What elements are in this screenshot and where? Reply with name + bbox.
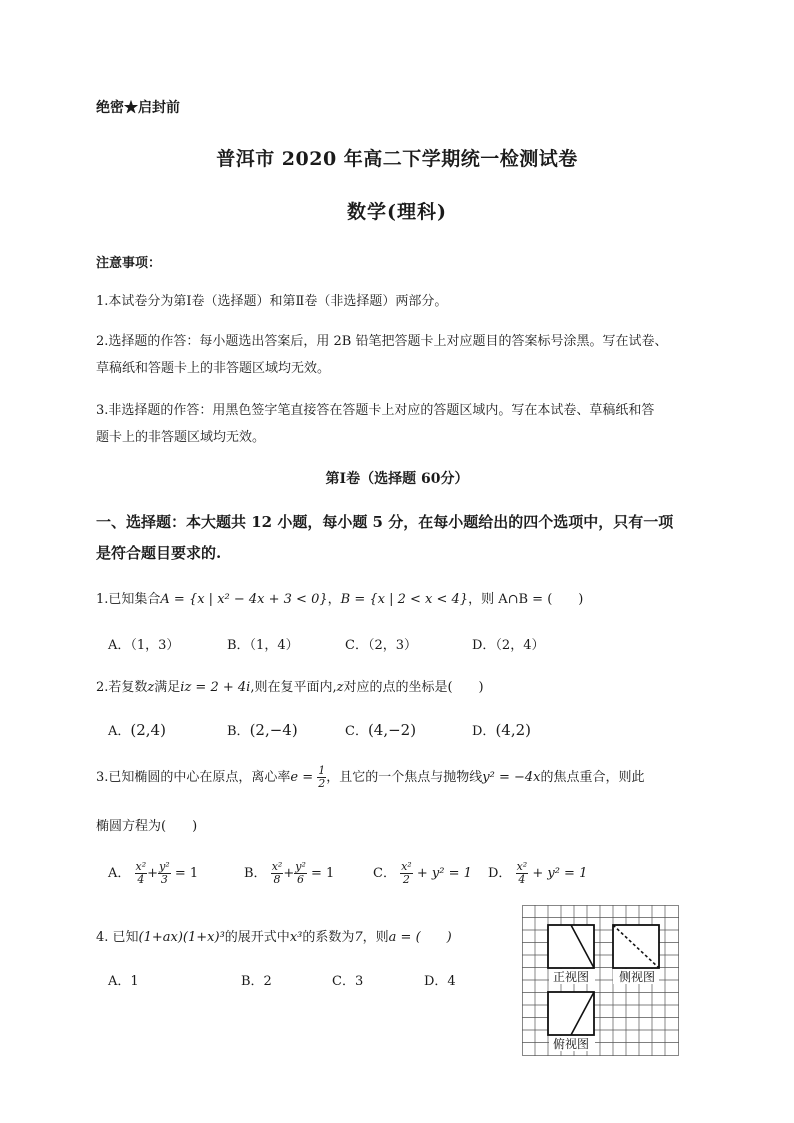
q3-a-frac2-den: 3 (160, 873, 168, 886)
q4-mid2: 的系数为 (302, 930, 355, 945)
q3-b-frac1-den: 8 (273, 873, 281, 886)
q4-suffix: ，则 (362, 930, 389, 945)
top-view-square (548, 992, 594, 1035)
q3-a-plus: + (147, 866, 159, 881)
q2-option-a-letter: A． (108, 724, 131, 739)
question-1 (96, 588, 583, 607)
q4-option-d: D．4 (424, 974, 456, 989)
q3-option-c-letter: C． (373, 866, 396, 881)
side-view-square (613, 925, 659, 968)
q3-ecc-lhs: e = (290, 770, 314, 785)
q2-mid1: 满足 (154, 680, 181, 695)
q3-d-rest: + y² = 1 (532, 866, 588, 881)
q4-prefix: 4. 已知 (96, 930, 139, 945)
q2-option-c-letter: C． (345, 724, 368, 739)
q2-suffix: 对应的点的坐标是( ) (343, 680, 484, 695)
q2-option-b-letter: B． (227, 724, 250, 739)
q3-b-plus: + (283, 866, 295, 881)
section-instruction-line2: 是符合题目要求的. (96, 544, 222, 562)
q3-d-frac1-den: 4 (518, 873, 526, 886)
note-item-2-line1: 2.选择题的作答：每小题选出答案后，用 2B 铅笔把答题卡上对应题目的答案标号涂黑。写在试卷、 (96, 334, 668, 349)
q2-option-d-letter: D． (472, 724, 496, 739)
q3-option-c (373, 861, 472, 886)
q3-ecc-num: 1 (318, 764, 326, 777)
q3-c-frac1 (400, 861, 413, 886)
note-item-3-line1: 3.非选择题的作答：用黑色签字笔直接答在答题卡上对应的答题区域内。写在本试卷、草稿纸和答 (96, 403, 655, 418)
q3-d-frac1 (516, 861, 529, 886)
q4-seven: 7 (354, 930, 363, 945)
q3-option-a-letter: A． (108, 866, 131, 881)
q2-option-d (472, 720, 531, 739)
note-item-2-line2: 草稿纸和答题卡上的非答题区域均无效。 (96, 361, 331, 376)
front-view-square (548, 925, 594, 968)
q3-a-frac2 (158, 861, 171, 886)
q1-set-b: B = {x | 2 < x < 4} (340, 592, 469, 607)
q3-a-frac1 (135, 861, 148, 886)
note-item-1: 1.本试卷分为第Ⅰ卷（选择题）和第Ⅱ卷（非选择题）两部分。 (96, 294, 448, 309)
q2-option-c (345, 720, 416, 739)
q3-a-frac2-num: y² (159, 860, 170, 873)
q3-b-frac2-num: y² (295, 860, 306, 873)
q2-option-b (227, 720, 298, 739)
q3-c-frac1-den: 2 (402, 873, 410, 886)
q2-option-a (108, 720, 166, 739)
q1-option-b: B．（1，4） (227, 638, 299, 653)
q4-mid: 的展开式中 (224, 930, 290, 945)
notes-heading: 注意事项： (96, 256, 162, 271)
q2-mid2: ,则在复平面内, (250, 680, 337, 695)
q2-var-z: z (147, 680, 155, 695)
q3-b-frac2 (294, 861, 307, 886)
part1-heading: 第Ⅰ卷（选择题 60分） (325, 471, 469, 487)
q3-b-frac1-num: x² (271, 860, 283, 873)
q2-prefix: 2.若复数 (96, 680, 148, 695)
exam-title: 普洱市 2020 年高二下学期统一检测试卷 (216, 148, 578, 170)
q2-var-z2: z (336, 680, 344, 695)
q4-option-b: B．2 (241, 974, 272, 989)
q3-option-a (108, 861, 198, 886)
q3-option-d (488, 861, 587, 886)
q3-ecc-fraction (317, 765, 326, 790)
q2-option-d-value: (4,2) (495, 721, 531, 739)
question-4 (96, 926, 452, 945)
secret-mark: 绝密★启封前 (96, 100, 180, 116)
q1-set-a: A = {x | x² − 4x + 3 < 0} (160, 592, 328, 607)
q4-expr: (1+ax)(1+x)³ (138, 930, 225, 945)
q3-b-frac1 (271, 861, 284, 886)
q2-equation: iz = 2 + 4i (180, 680, 251, 695)
q3-option-b-letter: B． (244, 866, 267, 881)
q3-option-b (244, 861, 334, 886)
q4-x3: x³ (289, 930, 303, 945)
question-3 (96, 765, 645, 790)
q2-option-a-value: (2,4) (130, 721, 166, 739)
q1-option-c: C．（2，3） (345, 638, 417, 653)
q1-option-a: A．（1，3） (108, 638, 180, 653)
q3-ecc-den: 2 (318, 777, 326, 790)
q4-option-a: A．1 (108, 974, 139, 989)
q2-option-b-value: (2,−4) (249, 721, 298, 739)
q1-prefix: 1.已知集合 (96, 592, 161, 607)
top-view-label: 俯视图 (552, 1037, 590, 1051)
section-instruction-line1: 一、选择题：本大题共 12 小题，每小题 5 分，在每小题给出的四个选项中，只有一项 (96, 513, 674, 531)
question-2 (96, 676, 484, 695)
three-view-figure (522, 905, 679, 1056)
q3-b-frac2-den: 6 (297, 873, 305, 886)
q3-suffix: 的焦点重合，则此 (540, 770, 645, 785)
q1-sep: ， (327, 592, 341, 607)
q3-c-rest: + y² = 1 (416, 866, 472, 881)
q3-option-d-letter: D． (488, 866, 512, 881)
q1-option-d: D．（2，4） (472, 638, 545, 653)
side-view-label: 侧视图 (618, 970, 656, 984)
front-view-label: 正视图 (552, 970, 590, 984)
q3-line2: 椭圆方程为( ) (96, 819, 198, 834)
q3-a-frac1-den: 4 (137, 873, 145, 886)
note-item-3-line2: 题卡上的非答题区域均无效。 (96, 430, 266, 445)
q3-a-eq: = 1 (174, 866, 199, 881)
q1-suffix: ，则 A∩B = ( ) (468, 592, 584, 607)
q3-a-frac1-num: x² (135, 860, 147, 873)
q3-mid: ，且它的一个焦点与抛物线 (326, 770, 483, 785)
q3-prefix: 3.已知椭圆的中心在原点，离心率 (96, 770, 291, 785)
q4-option-c: C．3 (332, 974, 364, 989)
exam-subtitle: 数学(理科) (347, 201, 447, 223)
q3-parabola: y² = −4x (482, 770, 541, 785)
q2-option-c-value: (4,−2) (367, 721, 417, 739)
q3-d-frac1-num: x² (516, 860, 528, 873)
q3-b-eq: = 1 (311, 866, 335, 881)
q3-c-frac1-num: x² (401, 860, 412, 873)
q4-a-eq: a = ( ) (388, 930, 452, 945)
